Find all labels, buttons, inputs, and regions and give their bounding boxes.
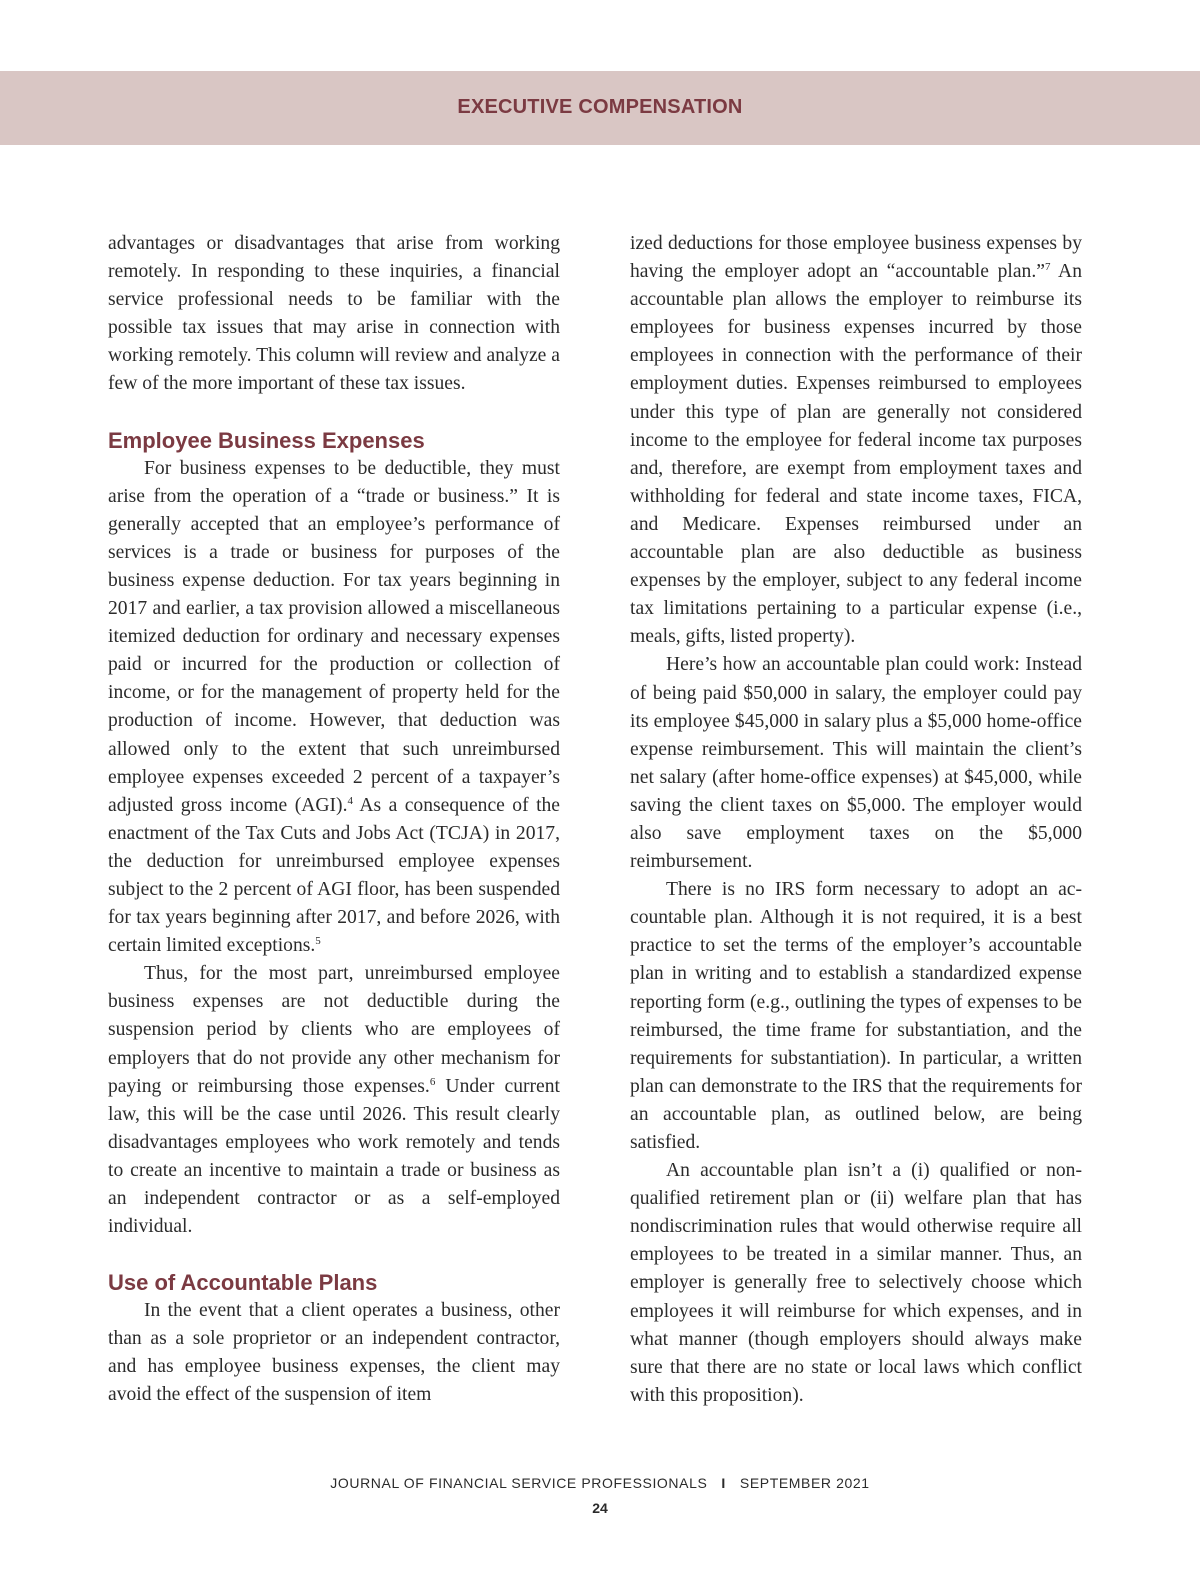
heading-use-of-accountable-plans: Use of Accountable Plans bbox=[108, 1270, 378, 1296]
paragraph-text: An accountable plan allows the employer to reimburse its employees for business expenses incurred by those employees in connection with the performance of their employment duties. Expenses reimbursed to employees under this type of plan are generally not considered income to the employee for federal income tax purposes and, therefore, are exempt from employment taxes and withholding for federal and state income taxes, FICA, and Medicare. Expenses reimbursed under an accountable plan are also deductible as business expenses by the employer, subject to any federal income tax limitations pertaining to a particular expense (i.e., meals, gifts, listed property). bbox=[630, 261, 1082, 648]
section-banner bbox=[0, 71, 1200, 145]
heading-employee-business-expenses: Employee Business Expenses bbox=[108, 427, 425, 453]
paragraph-text: Under current law, this will be the case until 2026. This result clearly disadvantages employees who work remotely and tends to create an incentive to maintain a trade or business as an independent contractor or as a self-employed individual. bbox=[108, 1075, 560, 1238]
footnote-ref[interactable]: 5 bbox=[315, 935, 321, 948]
footnote-ref[interactable]: 7 bbox=[1044, 261, 1051, 274]
page-footer bbox=[0, 1475, 1200, 1491]
paragraph: In the event that a client operates a business, other than as a sole proprietor or an independent contractor, and has employee business expenses, the client may avoid the effect of the suspension of item bbox=[108, 1300, 560, 1406]
section-title: EXECUTIVE COMPENSATION bbox=[457, 96, 743, 118]
left-column bbox=[108, 230, 560, 1410]
intro-paragraph: advantages or disadvantages that arise from working remotely. In responding to these inquiries, a financial service professional needs to be familiar with the possible tax issues that may arise in connection with working remotely. This column will review and analyze a few of the more important of these tax issues. bbox=[108, 233, 560, 395]
footnote-ref[interactable]: 6 bbox=[429, 1075, 436, 1088]
paragraph: An accountable plan isn’t a (i) qualified or nonqualified retirement plan or (ii) welfare plan that has nondiscrimination rules that would otherwise require all employees to be treated in a similar manner. Thus, an employer is generally free to selectively choose which employees it will reimburse for which expenses, and in what manner (though employers should always make sure that there are no state or local laws which conflict with this proposition). bbox=[630, 1160, 1082, 1406]
paragraph: Here’s how an accountable plan could work: Instead of being paid $50,000 in salary, the employer could pay its employee $45,000 in salary plus a $5,000 home-office expense reimbursement. This will maintain the client’s net salary (after home-office expenses) at $45,000, while saving the client taxes on $5,000. The employer would also save employment taxes on the $5,000 reimbursement. bbox=[630, 654, 1082, 873]
paragraph-text: As a consequence of the enactment of the Tax Cuts and Jobs Act (TCJA) in 2017, the deduction for unreimbursed employee expenses subject to the 2 percent of AGI floor, has been suspended for tax years beginning after 2017, and before 2026, with certain limited exceptions. bbox=[108, 794, 561, 957]
paragraph bbox=[108, 960, 560, 1241]
page-number: 24 bbox=[592, 1500, 608, 1516]
issue-date: SEPTEMBER 2021 bbox=[739, 1475, 870, 1491]
paragraph-text: ized deductions for those employee business expenses by having the employer adopt an “accountable plan.” bbox=[630, 233, 1082, 283]
paragraph: There is no IRS form necessary to adopt an accountable plan. Although it is not required, it is a best practice to set the terms of the employer’s accountable plan in writing and to establish a standardized expense reporting form (e.g., outlining the types of expenses to be reimbursed, the time frame for substantiation, and the requirements for substantiation). In particular, a written plan can demonstrate to the IRS that the requirements for an accountable plan, as outlined below, are being satisfied. bbox=[630, 879, 1082, 1153]
footnote-ref[interactable]: 4 bbox=[347, 794, 353, 807]
paragraph bbox=[630, 230, 1082, 651]
right-column bbox=[630, 230, 1082, 1410]
paragraph-text: Thus, for the most part, unreimbursed employee business expenses are not deductible during the suspension period by clients who are employees of employers that do not provide any other mechanism for paying or reimbursing those expenses. bbox=[108, 963, 560, 1097]
journal-name: JOURNAL OF FINANCIAL SERVICE PROFESSIONALS bbox=[330, 1475, 708, 1491]
footer-separator: I bbox=[721, 1475, 726, 1491]
paragraph-text: For business expenses to be deductible, they must arise from the operation of a “trade or business.” It is generally accepted that an employee’s performance of services is a trade or business for purposes of the business expense deduction. For tax years beginning in 2017 and earlier, a tax provision allowed a miscellaneous itemized deduction for ordinary and necessary expenses paid or incurred for the production or collection of income, or for the management of property held for the production of income. However, that deduction was allowed only to the extent that such unreimbursed employee expenses exceeded 2 percent of a taxpayer’s adjusted gross income (AGI). bbox=[108, 457, 560, 816]
paragraph bbox=[108, 455, 560, 961]
